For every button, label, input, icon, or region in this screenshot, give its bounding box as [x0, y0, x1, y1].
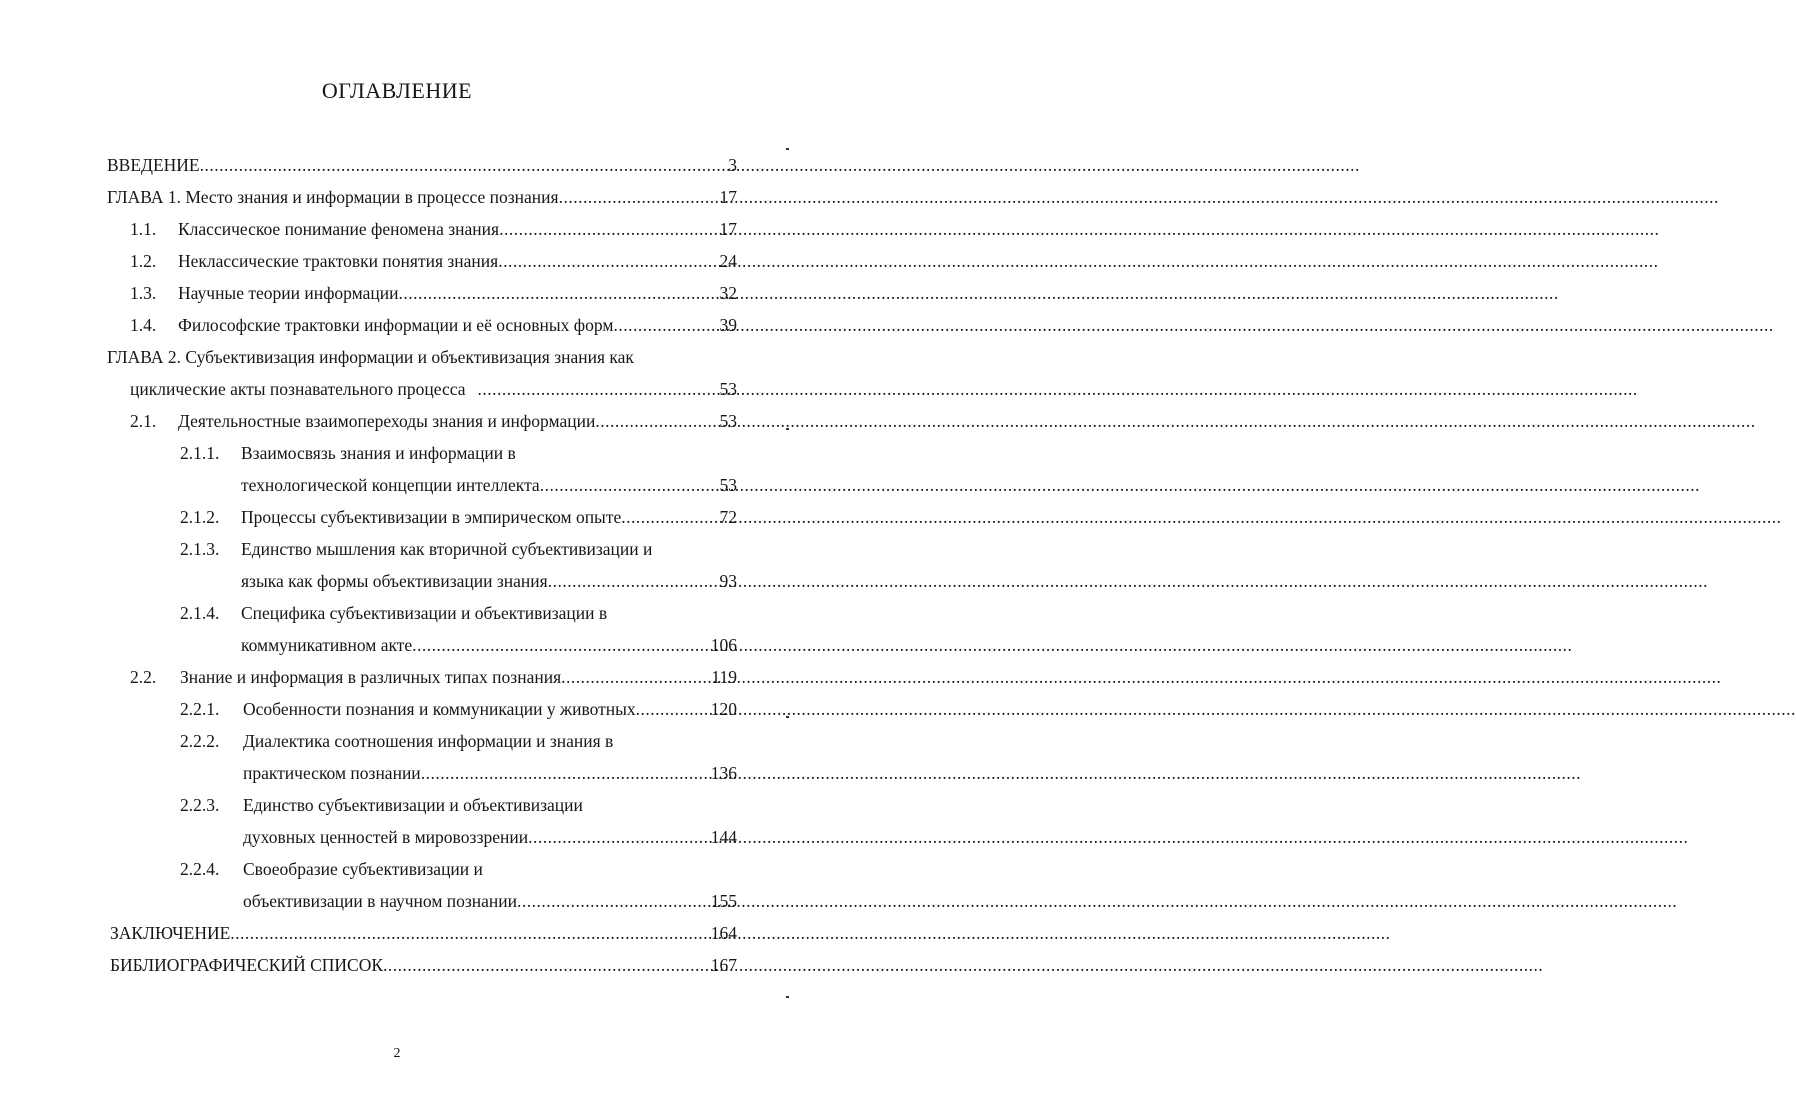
toc-entry-section-2-1-2[interactable] [180, 506, 737, 528]
toc-entry-section-2-1-4[interactable] [241, 634, 737, 656]
scan-mark [786, 996, 789, 998]
toc-entry-section-2-2[interactable] [130, 666, 737, 688]
toc-entry-section-2-2-4[interactable] [243, 890, 737, 912]
toc-entry-page: 24 [719, 251, 737, 271]
toc-entry-label: Знание и информация в различных типах познания [180, 667, 562, 687]
toc-entry-page: 53 [719, 379, 737, 399]
toc-entry-number: 2.2. [130, 667, 157, 687]
toc-entry-page: 53 [719, 411, 737, 431]
toc-entry-continuation: языка как формы объективизации знания [241, 571, 548, 591]
toc-entry-continuation: объективизации в научном познании [243, 891, 518, 911]
toc-entry-page: 93 [719, 571, 737, 591]
toc-entry-label: ГЛАВА 1. Место знания и информации в процессе познания [107, 187, 559, 207]
toc-entry-introduction[interactable] [107, 154, 737, 176]
toc-entry-number: 2.2.2. [180, 731, 220, 751]
toc-entry-number: 2.2.3. [180, 795, 220, 815]
toc-entry-page: 106 [710, 635, 737, 655]
toc-entry-number: 2.1.3. [180, 539, 220, 559]
toc-entry-section-2-2-2-head[interactable] [180, 730, 613, 752]
toc-entry-number: 2.1. [130, 411, 157, 431]
dot-leader [613, 314, 718, 336]
toc-entry-label: Философские трактовки информации и её основных форм [178, 315, 614, 335]
toc-entry-label: ЗАКЛЮЧЕНИЕ [110, 923, 231, 943]
toc-entry-section-2-1[interactable] [130, 410, 737, 432]
dot-leader [540, 474, 719, 496]
toc-entry-page: 17 [719, 187, 737, 207]
dot-leader [595, 410, 718, 432]
dot-leader [478, 378, 719, 400]
toc-entry-page: 120 [710, 699, 737, 719]
toc-entry-label: Специфика субъективизации и объективизации в [241, 603, 608, 623]
toc-entry-page: 3 [728, 155, 737, 175]
dot-leader [412, 634, 710, 656]
scan-mark [786, 428, 789, 430]
toc-entry-continuation: духовных ценностей в мировоззрении [243, 827, 529, 847]
toc-entry-bibliography[interactable] [110, 954, 737, 976]
toc-entry-section-2-1-1-head[interactable] [180, 442, 516, 464]
toc-entry-label: Неклассические трактовки понятия знания [178, 251, 499, 271]
dot-leader [517, 890, 710, 912]
toc-entry-section-1-4[interactable] [130, 314, 737, 336]
dot-leader [528, 826, 710, 848]
toc-entry-section-2-2-2[interactable] [243, 762, 737, 784]
dot-leader [548, 570, 719, 592]
toc-entry-label: Классическое понимание феномена знания [178, 219, 500, 239]
toc-entry-label: БИБЛИОГРАФИЧЕСКИЙ СПИСОК [110, 955, 384, 975]
dot-leader [230, 922, 709, 944]
toc-entry-chapter-2-label[interactable]: ГЛАВА 2. Субъективизация информации и объективизация знания как [107, 347, 634, 367]
toc-entry-page: 32 [719, 283, 737, 303]
toc-entry-chapter-2[interactable] [130, 378, 737, 400]
toc-entry-continuation: технологической концепции интеллекта [241, 475, 540, 495]
toc-entry-number: 1.2. [130, 251, 157, 271]
toc-entry-section-2-1-3[interactable] [241, 570, 737, 592]
toc-entry-section-2-1-4-head[interactable] [180, 602, 607, 624]
toc-entry-number: 1.1. [130, 219, 157, 239]
toc-entry-page: 53 [719, 475, 737, 495]
dot-leader [383, 954, 710, 976]
toc-entry-page: 144 [710, 827, 737, 847]
toc-entry-page: 136 [710, 763, 737, 783]
dot-leader [499, 218, 718, 240]
toc-entry-section-2-1-3-head[interactable] [180, 538, 652, 560]
dot-leader [498, 250, 718, 272]
toc-entry-number: 1.3. [130, 283, 157, 303]
toc-entry-page: 155 [710, 891, 737, 911]
page-number: 2 [393, 1046, 401, 1061]
toc-entry-section-2-2-3[interactable] [243, 826, 737, 848]
toc-entry-label: Диалектика соотношения информации и знания в [243, 731, 614, 751]
toc-entry-number: 2.1.1. [180, 443, 220, 463]
toc-entry-continuation: коммуникативном акте [241, 635, 413, 655]
toc-entry-chapter-1[interactable] [107, 186, 737, 208]
dot-leader [621, 506, 718, 528]
toc-entry-section-2-2-1[interactable] [180, 698, 737, 720]
toc-entry-section-1-1[interactable] [130, 218, 737, 240]
toc-entry-label: Процессы субъективизации в эмпирическом опыте [241, 507, 622, 527]
toc-entry-section-1-3[interactable] [130, 282, 737, 304]
toc-entry-label: Своеобразие субъективизации и [243, 859, 483, 879]
toc-entry-number: 2.2.4. [180, 859, 220, 879]
toc-entry-label: Взаимосвязь знания и информации в [241, 443, 516, 463]
scan-mark [786, 716, 789, 718]
toc-entry-label: Единство субъективизации и объективизации [243, 795, 583, 815]
toc-entry-page: 72 [719, 507, 737, 527]
dot-leader [398, 282, 718, 304]
dot-leader [200, 154, 728, 176]
toc-entry-page: 39 [719, 315, 737, 335]
toc-entry-continuation: циклические акты познавательного процесса [130, 379, 466, 399]
toc-entry-conclusion[interactable] [110, 922, 737, 944]
toc-entry-page: 119 [711, 667, 737, 687]
scan-mark [786, 148, 789, 150]
toc-entry-number: 2.1.2. [180, 507, 220, 527]
toc-entry-page: 167 [710, 955, 737, 975]
toc-entry-number: 2.1.4. [180, 603, 220, 623]
dot-leader [561, 666, 710, 688]
dot-leader [636, 698, 710, 720]
dot-leader [421, 762, 710, 784]
toc-entry-number: 1.4. [130, 315, 157, 335]
page-title: ОГЛАВЛЕНИЕ [321, 78, 473, 103]
toc-entry-section-1-2[interactable] [130, 250, 737, 272]
toc-entry-label: Единство мышления как вторичной субъективизации и [241, 539, 653, 559]
toc-entry-number: 2.2.1. [180, 699, 220, 719]
toc-entry-continuation: практическом познании [243, 763, 421, 783]
toc-entry-label: ВВЕДЕНИЕ [107, 155, 200, 175]
toc-entry-page: 164 [710, 923, 737, 943]
toc-entry-page: 17 [719, 219, 737, 239]
toc-entry-section-2-2-4-head[interactable] [180, 858, 483, 880]
toc-entry-section-2-2-3-head[interactable] [180, 794, 583, 816]
toc-entry-label: Научные теории информации [178, 283, 399, 303]
toc-entry-label: Деятельностные взаимопереходы знания и информации [178, 411, 596, 431]
dot-leader [559, 186, 719, 208]
toc-entry-label: Особенности познания и коммуникации у животных [243, 699, 636, 719]
toc-entry-section-2-1-1[interactable] [241, 474, 737, 496]
